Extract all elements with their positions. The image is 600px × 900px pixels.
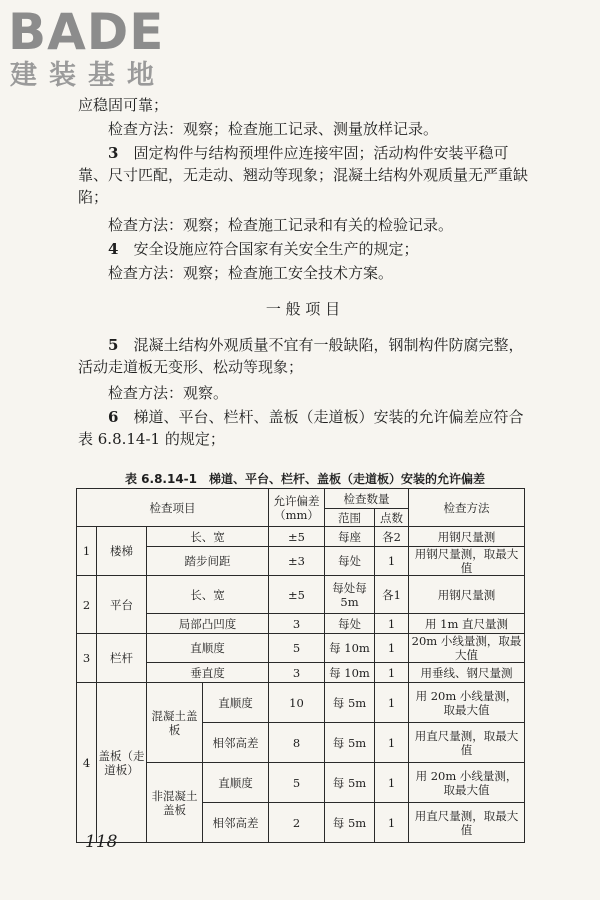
row-tolerance: 2: [269, 803, 325, 843]
section-heading: 一 般 项 目: [265, 300, 341, 318]
row-method: 用直尺量测，取最大值: [409, 803, 525, 843]
row-points: 1: [375, 547, 409, 576]
table-row: [77, 576, 525, 614]
row-category: 楼梯: [97, 527, 147, 576]
row-number: 1: [77, 527, 97, 576]
item-number: 6: [108, 408, 119, 426]
row-method: 用 1m 直尺量测: [409, 614, 525, 634]
row-points: 1: [375, 683, 409, 723]
row-number: 4: [77, 683, 97, 843]
row-tolerance: 8: [269, 723, 325, 763]
paragraph-9-text: 梯道、平台、栏杆、盖板（走道板）安装的允许偏差应符合表 6.8.14-1 的规定；: [78, 408, 524, 448]
item-number: 5: [108, 336, 119, 354]
paragraph-8: 检查方法：观察。: [108, 384, 229, 402]
row-category: 盖板（走道板）: [97, 683, 147, 843]
row-item: 直顺度: [203, 683, 269, 723]
row-range: 每 10m: [325, 663, 375, 683]
row-category: 平台: [97, 576, 147, 634]
row-method: 用 20m 小线量测，取最大值: [409, 683, 525, 723]
paragraph-3: [78, 142, 528, 208]
row-method: 用钢尺量测: [409, 576, 525, 614]
row-tolerance: 5: [269, 763, 325, 803]
row-method: 20m 小线量测，取最大值: [409, 634, 525, 663]
row-tolerance: 3: [269, 614, 325, 634]
item-number: 3: [108, 144, 119, 162]
row-method: 用钢尺量测，取最大值: [409, 547, 525, 576]
row-item: 相邻高差: [203, 803, 269, 843]
header-range: 范围: [325, 509, 375, 527]
row-range: 每 5m: [325, 763, 375, 803]
row-method: 用钢尺量测: [409, 527, 525, 547]
row-points: 1: [375, 803, 409, 843]
paragraph-6: 检查方法：观察；检查施工安全技术方案。: [108, 264, 394, 282]
row-range: 每 5m: [325, 683, 375, 723]
row-points: 1: [375, 634, 409, 663]
row-method: 用直尺量测，取最大值: [409, 723, 525, 763]
header-item: 检查项目: [77, 489, 269, 527]
tolerance-table: [76, 488, 525, 843]
row-item: 局部凸凹度: [147, 614, 269, 634]
paragraph-2: 检查方法：观察；检查施工记录、测量放样记录。: [108, 120, 439, 138]
row-points: 1: [375, 763, 409, 803]
row-item: 相邻高差: [203, 723, 269, 763]
paragraph-5-text: 安全设施应符合国家有关安全生产的规定；: [133, 240, 419, 258]
table-row: [77, 683, 525, 723]
row-range: 每处: [325, 547, 375, 576]
row-number: 3: [77, 634, 97, 683]
header-points: 点数: [375, 509, 409, 527]
row-tolerance: 5: [269, 634, 325, 663]
row-range: 每座: [325, 527, 375, 547]
row-item: 直顺度: [147, 634, 269, 663]
row-method: 用 20m 小线量测，取最大值: [409, 763, 525, 803]
row-range: 每处每5m: [325, 576, 375, 614]
paragraph-7-text: 混凝土结构外观质量不宜有一般缺陷，钢制构件防腐完整，活动走道板无变形、松动等现象；: [78, 336, 524, 376]
row-tolerance: ±3: [269, 547, 325, 576]
header-method: 检查方法: [409, 489, 525, 527]
logo-bottom-text: 建装基地: [10, 60, 166, 91]
page-number: 118: [85, 832, 118, 852]
row-subcategory: 非混凝土盖板: [147, 763, 203, 843]
header-tolerance: 允许偏差（mm）: [269, 489, 325, 527]
paragraph-1: 应稳固可靠；: [78, 96, 169, 114]
table-row: [77, 527, 525, 547]
table-row: [77, 634, 525, 663]
paragraph-4: 检查方法：观察；检查施工记录和有关的检验记录。: [108, 216, 454, 234]
row-points: 1: [375, 723, 409, 763]
paragraph-3-text: 固定构件与结构预埋件应连接牢固；活动构件安装平稳可靠、尺寸匹配，无走动、翘动等现象；混凝土结构外观质量无严重缺陷；: [78, 144, 529, 206]
row-item: 垂直度: [147, 663, 269, 683]
row-item: 长、宽: [147, 576, 269, 614]
row-method: 用垂线、钢尺量测: [409, 663, 525, 683]
row-range: 每 10m: [325, 634, 375, 663]
bade-logo: [8, 4, 178, 94]
row-points: 1: [375, 614, 409, 634]
row-points: 1: [375, 663, 409, 683]
row-range: 每 5m: [325, 723, 375, 763]
row-number: 2: [77, 576, 97, 634]
row-points: 各1: [375, 576, 409, 614]
paragraph-5: [78, 238, 528, 260]
row-points: 各2: [375, 527, 409, 547]
paragraph-7: [78, 334, 528, 378]
row-range: 每处: [325, 614, 375, 634]
row-tolerance: ±5: [269, 527, 325, 547]
row-tolerance: 10: [269, 683, 325, 723]
logo-top-text: BADE: [8, 3, 165, 61]
paragraph-9: [78, 406, 528, 450]
row-item: 踏步间距: [147, 547, 269, 576]
table-caption: 表 6.8.14-1 梯道、平台、栏杆、盖板（走道板）安装的允许偏差: [124, 472, 486, 486]
row-tolerance: 3: [269, 663, 325, 683]
row-subcategory: 混凝土盖板: [147, 683, 203, 763]
item-number: 4: [108, 240, 119, 258]
row-category: 栏杆: [97, 634, 147, 683]
row-tolerance: ±5: [269, 576, 325, 614]
row-range: 每 5m: [325, 803, 375, 843]
row-item: 长、宽: [147, 527, 269, 547]
header-quantity: 检查数量: [325, 489, 409, 509]
row-item: 直顺度: [203, 763, 269, 803]
